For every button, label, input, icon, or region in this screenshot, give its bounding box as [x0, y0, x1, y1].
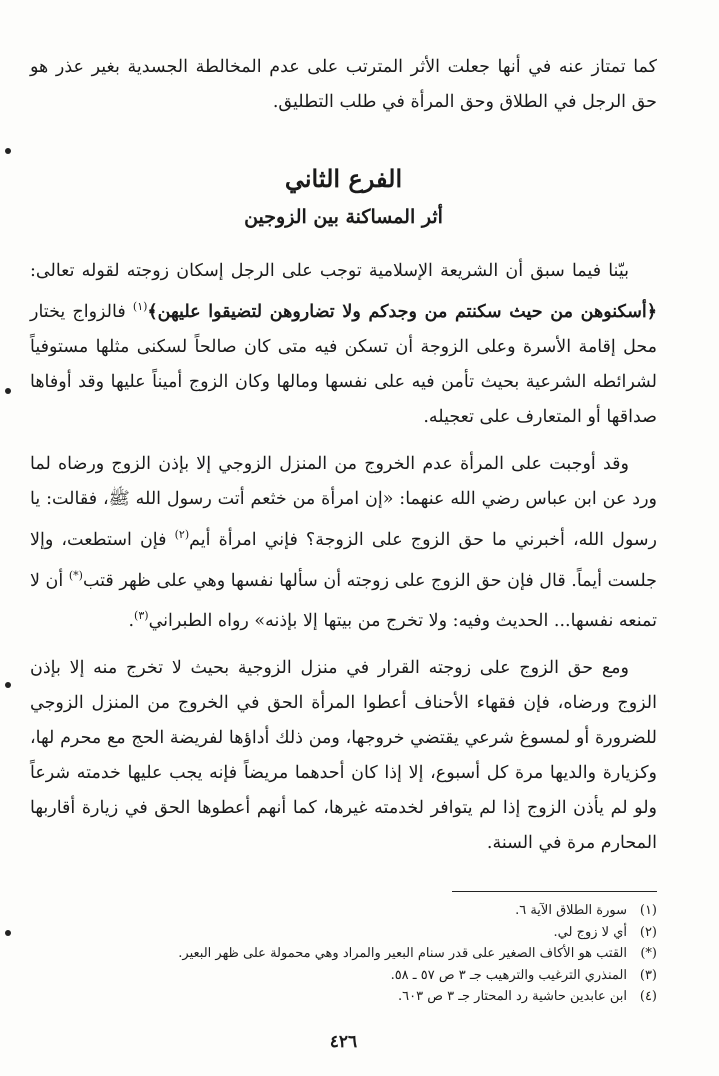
margin-mark: [5, 930, 11, 936]
footnote-text: أي لا زوج لي.: [553, 924, 627, 940]
footnote-ref-star[interactable]: (*): [68, 568, 83, 582]
paragraph-1: [30, 254, 657, 435]
footnote-number: (٤): [639, 989, 657, 1005]
margin-mark: [5, 148, 11, 154]
footnote-ref-3[interactable]: (٣): [134, 609, 149, 623]
paragraph-2-text-a: وقد أوجبت على المرأة عدم الخروج من المنزل الزوجي إلا بإذن الزوج ورضاه لما ورد عن ابن عباس رضي الله عنهما: «إن امرأة من خثعم أتت رسول الله ﷺ، فقالت: يا رسول الله، أخبرني ما حق الزوج على الزوجة؟ فإني امرأة أيم: [30, 453, 658, 550]
footnote-ref-2[interactable]: (٢): [174, 527, 190, 541]
paragraph-1-lead: بيّنا فيما سبق أن الشريعة الإسلامية توجب على الرجل إسكان زوجته لقوله تعالى:: [30, 261, 629, 281]
footnote-text: المنذري الترغيب والترهيب جـ ٣ ص ٥٧ ـ ٥٨.: [390, 967, 627, 983]
footnote-item: [30, 965, 657, 987]
section-heading: الفرع الثاني: [284, 164, 403, 193]
footnote-item: [30, 900, 657, 922]
footnote-number: (٢): [639, 924, 657, 940]
page-number: ٤٢٦: [329, 1031, 358, 1052]
footnote-number: (*): [640, 946, 657, 962]
footnote-number: (٣): [639, 967, 657, 983]
paragraph-2: [30, 447, 657, 639]
paragraph-2-text-b: فإن استطعت، وإلا جلست أيماً. قال فإن حق الزوج على زوجته أن سألها نفسها وهي على ظهر قتب: [30, 529, 657, 591]
margin-mark: [5, 682, 11, 688]
footnote-number: (١): [639, 903, 657, 919]
margin-mark: [5, 388, 11, 394]
intro-text: كما تمتاز عنه في أنها جعلت الأثر المترتب على عدم المخالطة الجسدية بغير عذر هو حق الرجل في الطلاق وحق المرأة في طلب التطليق.: [30, 57, 657, 112]
book-page: [30, 40, 657, 1052]
paragraph-2-text-d: .: [128, 611, 135, 632]
quran-quote: ﴿أسكنوهن من حيث سكنتم من وجدكم ولا تضاروهن لتضيقوا عليهن﴾: [147, 301, 657, 322]
footnote-text: سورة الطلاق الآية ٦.: [515, 903, 627, 919]
intro-paragraph: [30, 50, 657, 120]
paragraph-1-rest: فالزواج يختار محل إقامة الأسرة وعلى الزوجة أن تسكن فيه متى كان صالحاً لسكنى مثلها مستوفياً لشرائطه الشرعية بحيث تأمن فيه على نفسها ومالها وكان الزوج أميناً عليها وقد أوفاها صداقها أو المتعارف على تعجيله.: [30, 301, 657, 427]
footnote-item: [30, 986, 657, 1008]
section-subheading: أثر المساكنة بين الزوجين: [244, 206, 443, 228]
paragraph-2-text-c: أن لا تمنعه نفسها... الحديث وفيه: ولا تخرج من بيتها إلا بإذنه» رواه الطبراني: [30, 570, 657, 632]
footnote-item: [30, 943, 657, 965]
footnote-list: [30, 900, 657, 1008]
footnote-item: [30, 922, 657, 944]
footnote-ref-1[interactable]: (١): [132, 300, 148, 313]
paragraph-3: [30, 651, 657, 861]
footnote-text: ابن عابدين حاشية رد المحتار جـ ٣ ص ٦٠٣.: [398, 989, 627, 1005]
paragraph-3-text: ومع حق الزوج على زوجته القرار في منزل الزوجية بحيث لا تخرج منه إلا بإذن الزوج ورضاه، فإن فقهاء الأحناف أعطوا المرأة الحق في الخروج من المنزل الزوجي للضرورة أو لمسوغ شرعي يقتضي خروجها، ومن ذلك أداؤها لفريضة الحج مع محرم لها، وكزيارة والديها مرة كل أسبوع، إلا إذا كان أحدهما مريضاً فإنه يجب عليها خدمته شرعاً ولو لم يأذن الزوج إذا لم يتوافر لخدمته غيرها، كما أنهم أعطوها الحق في زيارة أقاربها المحارم مرة في السنة.: [30, 658, 657, 854]
footnote-text: القتب هو الأكاف الصغير على قدر سنام البعير والمراد وهي محمولة على ظهر البعير.: [178, 946, 627, 962]
footnote-divider: [452, 891, 657, 892]
